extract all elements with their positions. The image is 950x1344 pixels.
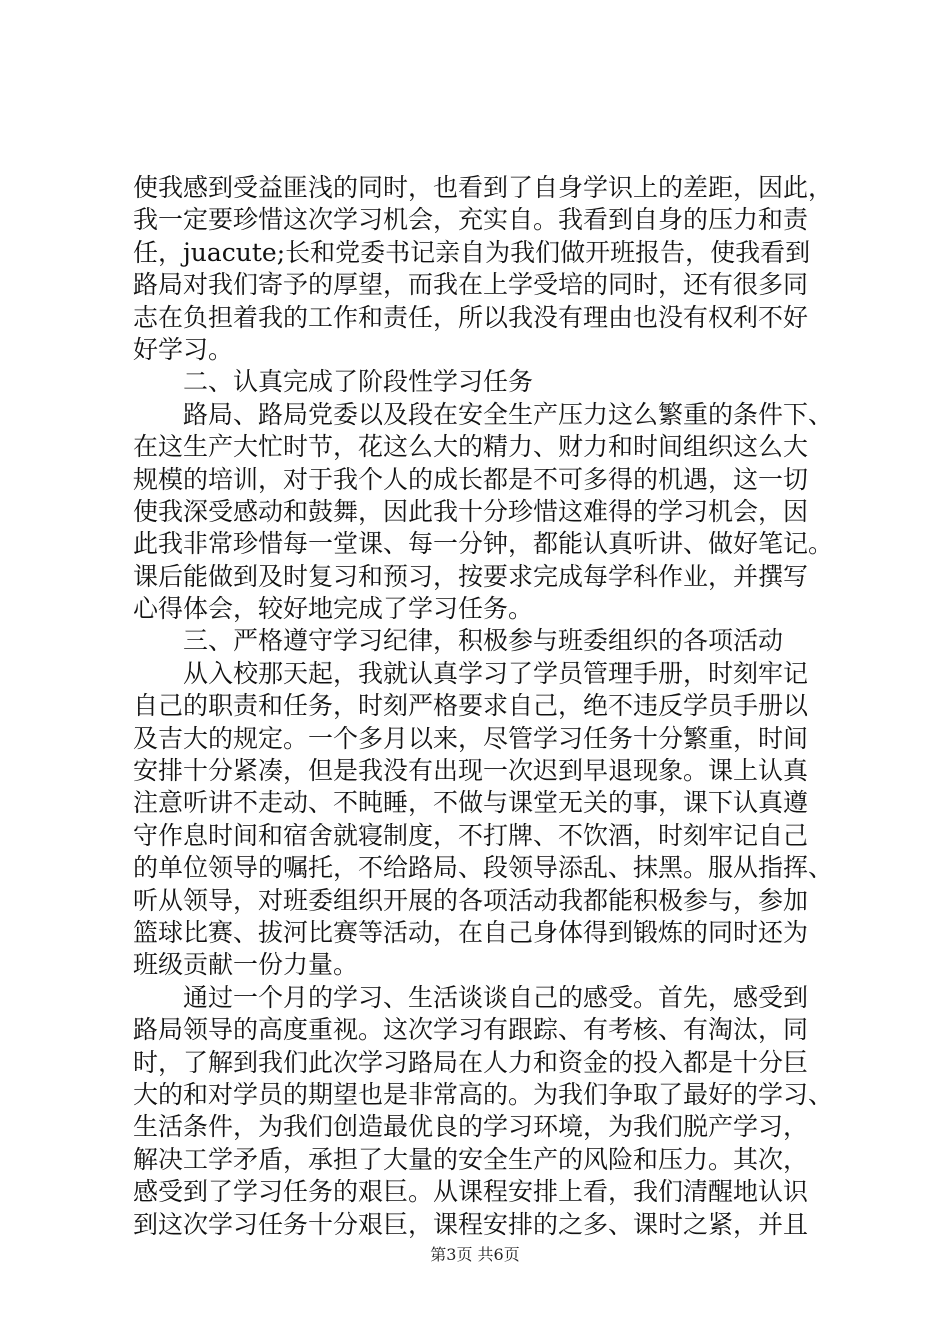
section-heading: 三、严格遵守学习纪律，积极参与班委组织的各项活动 bbox=[183, 626, 784, 656]
text-line: 的单位领导的嘱托，不给路局、段领导添乱、抹黑。服从指挥、 bbox=[133, 853, 833, 883]
text-line: 解决工学矛盾，承担了大量的安全生产的风险和压力。其次， bbox=[133, 1144, 809, 1174]
text-line: 时，了解到我们此次学习路局在人力和资金的投入都是十分巨 bbox=[133, 1047, 809, 1077]
text-line: 自己的职责和任务，时刻严格要求自己，绝不违反学员手册以 bbox=[133, 691, 809, 721]
text-line: 守作息时间和宿舍就寝制度，不打牌、不饮酒，时刻牢记自己 bbox=[133, 820, 809, 850]
text-line: 志在负担着我的工作和责任，所以我没有理由也没有权利不好 bbox=[133, 302, 809, 332]
text-line: 通过一个月的学习、生活谈谈自己的感受。首先，感受到 bbox=[183, 982, 809, 1012]
text-line: 规模的培训，对于我个人的成长都是不可多得的机遇，这一切 bbox=[133, 464, 809, 494]
text-line: 使我深受感动和鼓舞，因此我十分珍惜这难得的学习机会，因 bbox=[133, 496, 809, 526]
text-line: 心得体会，较好地完成了学习任务。 bbox=[133, 594, 534, 624]
text-line: 到这次学习任务十分艰巨，课程安排的之多、课时之紧，并且 bbox=[133, 1209, 809, 1239]
text-line: 及吉大的规定。一个多月以来，尽管学习任务十分繁重，时间 bbox=[133, 723, 809, 753]
document-body bbox=[133, 172, 833, 1241]
section-heading: 二、认真完成了阶段性学习任务 bbox=[183, 367, 534, 397]
text-line: 任，juacute;长和党委书记亲自为我们做开班报告，使我看到 bbox=[133, 237, 811, 267]
text-line: 安排十分紧凑，但是我没有出现一次迟到早退现象。课上认真 bbox=[133, 756, 809, 786]
text-line: 篮球比赛、拔河比赛等活动，在自己身体得到锻炼的同时还为 bbox=[133, 917, 809, 947]
text-line: 感受到了学习任务的艰巨。从课程安排上看，我们清醒地认识 bbox=[133, 1177, 809, 1207]
text-line: 在这生产大忙时节，花这么大的精力、财力和时间组织这么大 bbox=[133, 432, 809, 462]
text-line: 好学习。 bbox=[133, 334, 234, 364]
text-line: 大的和对学员的期望也是非常高的。为我们争取了最好的学习、 bbox=[133, 1079, 833, 1109]
text-line: 听从领导，对班委组织开展的各项活动我都能积极参与，参加 bbox=[133, 885, 809, 915]
text-line: 从入校那天起，我就认真学习了学员管理手册，时刻牢记 bbox=[183, 658, 809, 688]
text-line: 此我非常珍惜每一堂课、每一分钟，都能认真听讲、做好笔记。 bbox=[133, 529, 833, 559]
text-line: 生活条件，为我们创造最优良的学习环境，为我们脱产学习， bbox=[133, 1112, 809, 1142]
page-number-footer: 第3页 共6页 bbox=[430, 1245, 520, 1264]
text-line: 注意听讲不走动、不盹睡，不做与课堂无关的事，课下认真遵 bbox=[133, 788, 809, 818]
text-line: 课后能做到及时复习和预习，按要求完成每学科作业，并撰写 bbox=[133, 561, 809, 591]
text-line: 路局、路局党委以及段在安全生产压力这么繁重的条件下、 bbox=[183, 399, 833, 429]
text-line: 使我感到受益匪浅的同时，也看到了自身学识上的差距，因此， bbox=[133, 173, 833, 202]
text-line: 我一定要珍惜这次学习机会，充实自。我看到自身的压力和责 bbox=[133, 205, 809, 235]
text-line: 路局领导的高度重视。这次学习有跟踪、有考核、有淘汰，同 bbox=[133, 1015, 809, 1045]
text-line: 路局对我们寄予的厚望，而我在上学受培的同时，还有很多同 bbox=[133, 270, 809, 300]
text-line: 班级贡献一份力量。 bbox=[133, 950, 359, 980]
